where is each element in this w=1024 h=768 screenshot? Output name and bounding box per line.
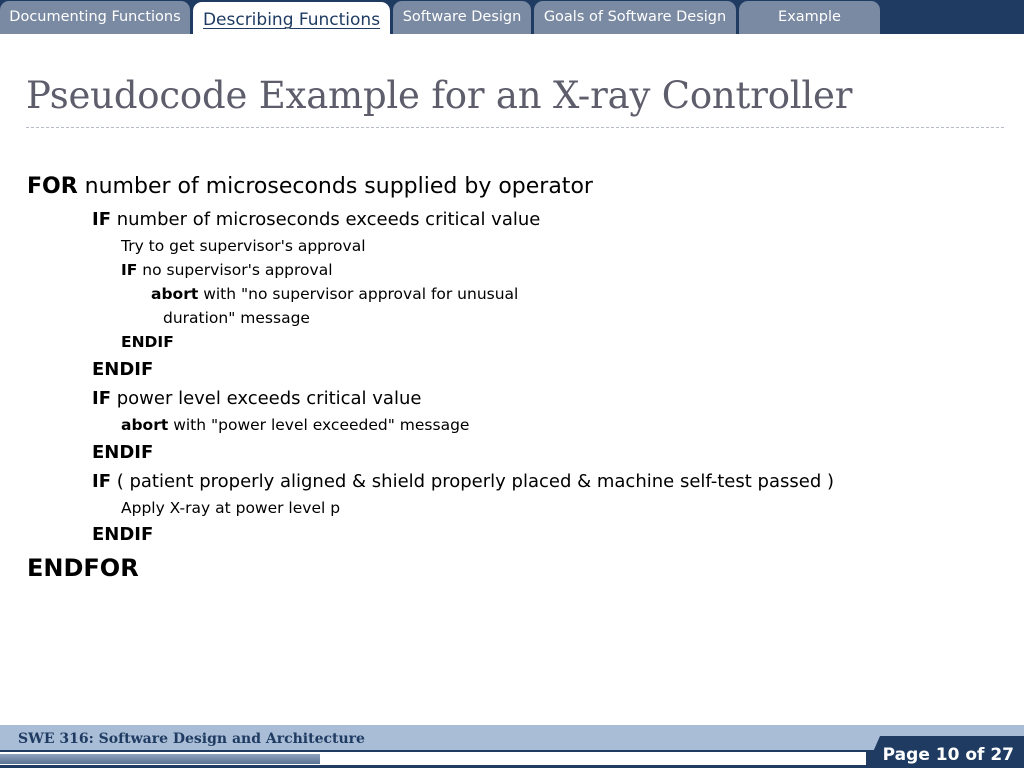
code-line-if-patient [92,471,834,492]
code-text: power level exceeds critical value [111,388,422,409]
tab-goals-of-software-design[interactable]: Goals of Software Design [534,1,736,34]
course-title: SWE 316: Software Design and Architecture [18,731,365,747]
keyword-endif: ENDIF [92,442,154,463]
keyword-endif: ENDIF [92,359,154,380]
code-text: number of microseconds supplied by operator [77,174,593,199]
code-line-abort-approval [151,285,518,303]
keyword-if: IF [92,388,111,409]
code-line-endif [92,524,153,545]
code-line-endif [92,442,153,463]
code-line-apply-xray [121,499,340,517]
code-text: duration" message [163,309,310,327]
code-line-abort-approval-cont [163,309,310,327]
code-text: no supervisor's approval [137,261,333,279]
keyword-if: IF [92,471,111,492]
tab-example[interactable]: Example [739,1,880,34]
progress-fill [0,754,320,764]
tab-software-design[interactable]: Software Design [393,1,531,34]
tab-describing-functions[interactable]: Describing Functions [193,2,390,34]
code-line-endif-inner [121,333,174,351]
code-text: Try to get supervisor's approval [121,237,366,255]
code-line-for [27,174,593,199]
keyword-endfor: ENDFOR [27,554,139,582]
section-tab-bar [0,0,1024,34]
code-line-endif [92,359,153,380]
title-divider [26,127,1004,128]
code-line-if-microseconds [92,209,540,230]
code-text: with "no supervisor approval for unusual [198,285,519,303]
keyword-for: FOR [27,174,78,199]
keyword-if: IF [92,209,111,230]
code-text: ( patient properly aligned & shield properly placed & machine self-test passed ) [111,471,834,492]
keyword-abort: abort [121,416,169,434]
page-number: Page 10 of 27 [882,745,1014,765]
code-line-try-approval [121,237,366,255]
code-text: Apply X-ray at power level p [121,499,341,517]
keyword-abort: abort [151,285,199,303]
code-line-abort-power [121,416,469,434]
code-text: number of microseconds exceeds critical value [111,209,541,230]
code-line-if-no-approval [121,261,333,279]
code-text: with "power level exceeded" message [168,416,470,434]
keyword-endif: ENDIF [121,333,174,351]
code-line-endfor [27,554,139,582]
slide-title: Pseudocode Example for an X-ray Controller [26,74,853,117]
keyword-endif: ENDIF [92,524,154,545]
keyword-if: IF [121,261,138,279]
tab-documenting-functions[interactable]: Documenting Functions [0,1,190,34]
code-line-if-power [92,388,421,409]
